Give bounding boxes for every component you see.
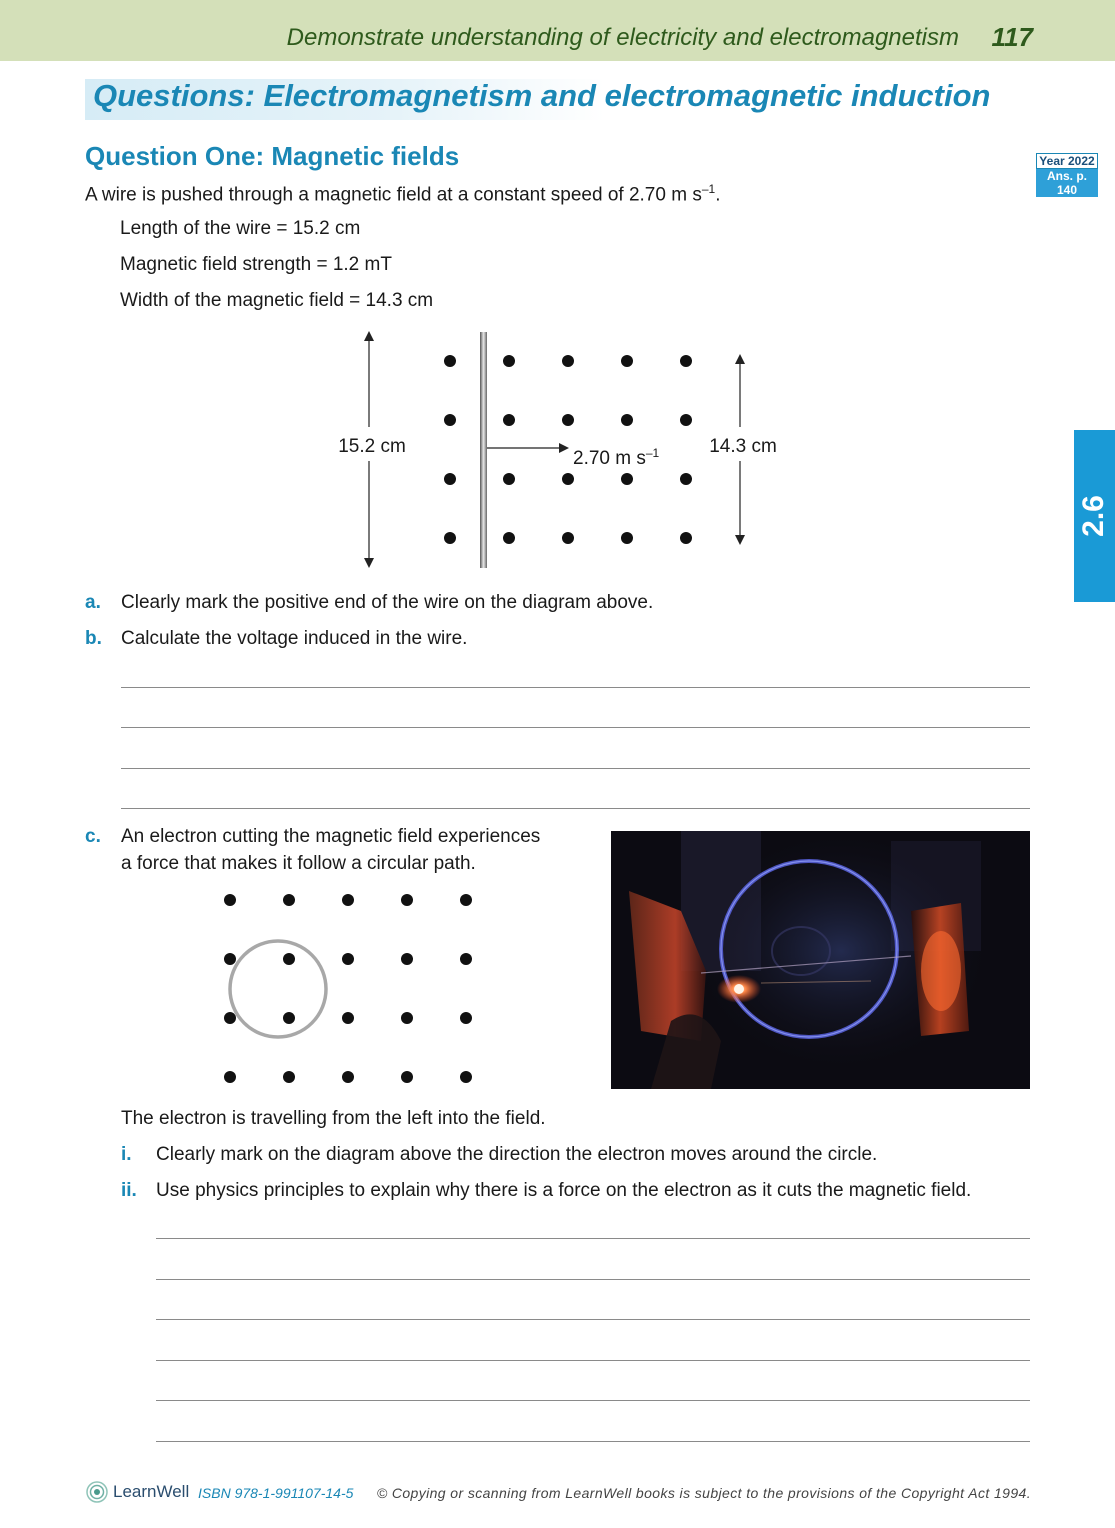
- wire: [480, 332, 487, 568]
- part-c-text-line2: a force that makes it follow a circular path.: [121, 853, 476, 874]
- electron-circular-path: [230, 941, 326, 1037]
- answer-reference: Ans. p. 140: [1036, 169, 1098, 197]
- answer-line[interactable]: [121, 768, 1030, 769]
- part-c-label: c.: [85, 826, 101, 847]
- answer-line[interactable]: [156, 1319, 1030, 1320]
- part-c-i-label: i.: [121, 1144, 132, 1165]
- part-b-label: b.: [85, 628, 102, 649]
- part-c-text-line1: An electron cutting the magnetic field experiences: [121, 826, 541, 847]
- answer-line[interactable]: [156, 1400, 1030, 1401]
- answer-line[interactable]: [121, 727, 1030, 728]
- part-a-text: Clearly mark the positive end of the wire on the diagram above.: [121, 592, 654, 613]
- magnetic-field-dots: [224, 894, 472, 1083]
- footer-copyright: © Copying or scanning from LearnWell books is subject to the provisions of the Copyright Act 1994.: [376, 1485, 1031, 1501]
- question-title: Question One: Magnetic fields: [85, 141, 460, 171]
- part-b-text: Calculate the voltage induced in the wire.: [121, 628, 468, 649]
- wire-length-label: 15.2 cm: [338, 436, 406, 457]
- speed-label-exponent: –1: [645, 446, 660, 460]
- intro-text: A wire is pushed through a magnetic field at a constant speed of 2.70 m s: [85, 184, 702, 206]
- footer-brand: LearnWell: [113, 1482, 190, 1501]
- page-number: 117: [991, 22, 1033, 52]
- electron-circle-diagram: [0, 880, 600, 1100]
- chapter-tab-label: 2.6: [1077, 495, 1110, 537]
- wire-field-diagram: [0, 0, 1115, 600]
- given-length: Length of the wire = 15.2 cm: [120, 218, 361, 239]
- header-title: Demonstrate understanding of electricity and electromagnetism: [286, 24, 959, 51]
- section-title: Questions: Electromagnetism and electromagnetic induction: [93, 78, 991, 113]
- page-footer: [86, 1480, 1031, 1506]
- part-c-ii-text: Use physics principles to explain why there is a force on the electron as it cuts the magnetic field.: [156, 1180, 972, 1201]
- footer-isbn: ISBN 978-1-991107-14-5: [198, 1485, 354, 1501]
- answer-line[interactable]: [156, 1441, 1030, 1442]
- answer-line[interactable]: [121, 687, 1030, 688]
- answer-line[interactable]: [156, 1360, 1030, 1361]
- part-a-label: a.: [85, 592, 101, 613]
- part-c-i-text: Clearly mark on the diagram above the direction the electron moves around the circle.: [156, 1144, 878, 1165]
- speed-label: [573, 446, 660, 469]
- field-width-label: 14.3 cm: [709, 436, 777, 457]
- given-field-strength: Magnetic field strength = 1.2 mT: [120, 254, 392, 275]
- answer-line[interactable]: [121, 808, 1030, 809]
- part-c-ii-label: ii.: [121, 1180, 137, 1201]
- learnwell-logo-icon: [86, 1481, 108, 1503]
- intro-end: .: [715, 184, 721, 206]
- year-label: Year 2022: [1036, 153, 1098, 169]
- given-field-width: Width of the magnetic field = 14.3 cm: [120, 290, 434, 311]
- part-c-after-text: The electron is travelling from the left into the field.: [121, 1108, 546, 1129]
- answer-line[interactable]: [156, 1279, 1030, 1280]
- electron-beam-photo: [611, 831, 1030, 1089]
- velocity-arrow: [487, 443, 569, 453]
- intro-exponent: –1: [701, 182, 716, 196]
- speed-label-text: 2.70 m s: [573, 448, 646, 469]
- answer-line[interactable]: [156, 1238, 1030, 1239]
